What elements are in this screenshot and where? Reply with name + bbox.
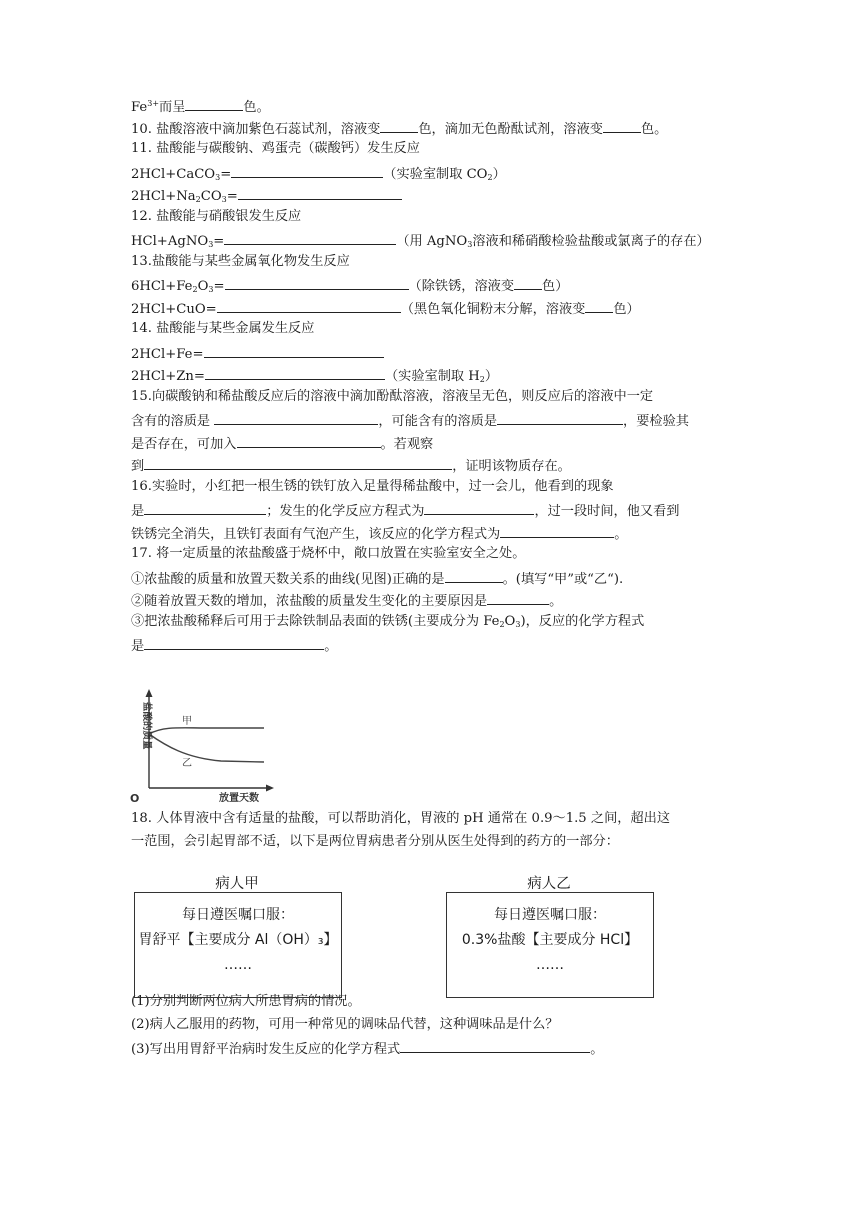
text-line — [131, 590, 562, 611]
text-line — [131, 298, 640, 319]
text-line — [131, 545, 525, 563]
text-run: ，要检验其 — [623, 414, 689, 429]
text-run: 含有的溶质是 — [131, 414, 215, 429]
text-run: ③把浓盐酸稀释后可用于去除铁制品表面的铁锈(主要成分为 Fe — [131, 614, 500, 629]
text-run: 是否存在，可加入 — [131, 437, 237, 452]
answer-blank[interactable] — [144, 500, 266, 515]
rx-jia-line2: 胃舒平【主要成分 Al（OH）₃】 — [138, 932, 338, 948]
subscript: 3 — [221, 195, 227, 204]
answer-blank[interactable] — [225, 275, 409, 290]
curve-jia-label: 甲 — [182, 716, 192, 727]
text-run: 色） — [613, 302, 640, 317]
text-line — [131, 523, 627, 544]
text-run: ②随着放置天数的增加，浓盐酸的质量发生变化的主要原因是 — [131, 594, 488, 609]
text-run: 2HCl+Na — [131, 189, 196, 204]
text-line — [131, 410, 689, 431]
subscript: 3 — [215, 173, 221, 182]
text-run: 。 — [324, 639, 338, 654]
answer-blank[interactable] — [205, 365, 385, 380]
text-run: 17. 将一定质量的浓盐酸盛于烧杯中，敞口放置在实验室安全之处。 — [131, 546, 526, 561]
text-line — [131, 140, 420, 158]
subscript: 3 — [515, 620, 521, 629]
text-line — [131, 1016, 559, 1034]
answer-blank[interactable] — [217, 298, 401, 313]
answer-blank[interactable] — [237, 433, 381, 448]
text-run: 到 — [131, 459, 145, 474]
text-run: 15.向碳酸钠和稀盐酸反应后的溶液中滴加酚酞溶液，溶液呈无色，则反应后的溶液中一定 — [131, 389, 654, 404]
text-line — [131, 275, 568, 299]
y-axis-label: 盐酸的质量 — [141, 702, 152, 750]
text-line — [131, 253, 350, 271]
answer-blank[interactable] — [424, 500, 534, 515]
text-run: 6HCl+Fe — [131, 279, 193, 294]
text-run: ，过一段时间，他又看到 — [534, 504, 680, 519]
text-run: 。若观察 — [380, 437, 434, 452]
rx-yi-line3: …… — [536, 957, 564, 973]
text-run: 2HCl+CaCO — [131, 167, 216, 182]
text-line — [131, 568, 623, 589]
text-line — [131, 388, 653, 406]
text-run: = — [220, 167, 232, 182]
answer-blank[interactable] — [400, 1038, 590, 1053]
x-axis-arrow-icon — [266, 785, 274, 792]
text-run: ①浓盐酸的质量和放置天数关系的曲线(见图)正确的是 — [131, 572, 445, 587]
text-line — [131, 208, 301, 226]
text-run: = — [213, 234, 225, 249]
text-run: CO — [200, 189, 222, 204]
subscript: 2 — [499, 620, 505, 629]
text-run: 色。 — [243, 100, 270, 115]
superscript: 3+ — [147, 99, 160, 108]
subscript: 3 — [208, 285, 214, 294]
subscript: 2 — [192, 285, 198, 294]
rx-yi-line1: 每日遵医嘱口服： — [494, 907, 606, 923]
text-run: 2HCl+Zn= — [131, 369, 205, 384]
patient-jia-label: 病人甲 — [215, 876, 259, 892]
text-run: 色。 — [640, 122, 668, 137]
text-run: （实验室制取 CO — [383, 167, 488, 182]
text-run: O — [504, 614, 516, 629]
prescription-box-jia — [134, 892, 342, 998]
answer-blank[interactable] — [585, 298, 613, 313]
answer-blank[interactable] — [144, 455, 452, 470]
subscript: 2 — [479, 375, 485, 384]
answer-blank[interactable] — [238, 185, 402, 200]
text-run: 是 — [131, 639, 145, 654]
answer-blank[interactable] — [380, 118, 418, 133]
text-run: 。 — [549, 594, 563, 609]
text-run: 是 — [131, 504, 145, 519]
text-line — [131, 230, 710, 254]
text-run: ） — [492, 167, 506, 182]
text-run: 14. 盐酸能与某些金属发生反应 — [131, 321, 315, 336]
text-run: 13.盐酸能与某些金属氧化物发生反应 — [131, 254, 350, 269]
answer-blank[interactable] — [500, 523, 614, 538]
text-run: 色） — [542, 279, 569, 294]
text-run: 2HCl+CuO= — [131, 302, 217, 317]
text-line — [131, 95, 270, 117]
origin-label: O — [130, 792, 140, 805]
text-run: （黑色氧化铜粉末分解，溶液变 — [400, 302, 586, 317]
text-run: (2)病人乙服用的药物，可用一种常见的调味品代替，这种调味品是什么？ — [131, 1017, 559, 1032]
answer-blank[interactable] — [603, 118, 641, 133]
text-line — [131, 185, 402, 209]
answer-blank[interactable] — [497, 410, 623, 425]
text-run: 11. 盐酸能与碳酸钠、鸡蛋壳（碳酸钙）发生反应 — [131, 141, 420, 156]
curve-jia — [149, 728, 264, 734]
prescription-box-yi — [446, 892, 654, 998]
text-line — [131, 635, 337, 656]
text-run: 10. 盐酸溶液中滴加紫色石蕊试剂，溶液变 — [131, 122, 381, 137]
text-run: ，可能含有的溶质是 — [378, 414, 498, 429]
text-line — [131, 455, 571, 476]
patient-yi-label: 病人乙 — [527, 876, 571, 892]
rx-jia-line3: …… — [224, 957, 252, 973]
text-run: 2HCl+Fe= — [131, 347, 204, 362]
text-run: 色，滴加无色酚酞试剂，溶液变 — [418, 122, 603, 137]
text-run: 一范围，会引起胃部不适，以下是两位胃病患者分别从医生处得到的药方的一部分： — [131, 834, 619, 849]
subscript: 3 — [208, 240, 214, 249]
text-line — [131, 320, 314, 338]
answer-blank[interactable] — [204, 343, 384, 358]
text-line — [131, 833, 619, 851]
text-line — [131, 500, 680, 521]
text-run: ，证明该物质存在。 — [452, 459, 571, 474]
answer-blank[interactable] — [224, 230, 396, 245]
subscript: 2 — [195, 195, 201, 204]
answer-blank[interactable] — [214, 410, 378, 425]
text-line — [131, 118, 667, 139]
text-run: （除铁锈，溶液变 — [408, 279, 515, 294]
answer-blank[interactable] — [445, 568, 503, 583]
rx-yi-line2: 0.3%盐酸【主要成分 HCl】 — [461, 932, 639, 948]
text-run: ；发生的化学反应方程式为 — [266, 504, 425, 519]
y-axis-arrow-icon — [146, 689, 153, 697]
answer-blank[interactable] — [487, 590, 549, 605]
text-line — [131, 433, 433, 454]
answer-blank[interactable] — [144, 635, 324, 650]
text-run: 。 — [614, 527, 628, 542]
rx-jia-line1: 每日遵医嘱口服： — [182, 907, 294, 923]
curve-yi — [149, 734, 264, 762]
text-line — [131, 478, 614, 496]
text-run: (3)写出用胃舒平治病时发生反应的化学方程式 — [131, 1042, 401, 1057]
text-run: （实验室制取 H — [384, 369, 480, 384]
x-axis-label: 放置天数 — [219, 793, 259, 804]
text-run: 18. 人体胃液中含有适量的盐酸，可以帮助消化，胃液的 pH 通常在 0.9～1.5 之间，超出这 — [131, 811, 671, 826]
text-run: (1)分别判断两位病人所患胃病的情况。 — [131, 994, 361, 1009]
text-run: 16.实验时，小红把一根生锈的铁钉放入足量得稀盐酸中，过一会儿，他看到的现象 — [131, 479, 614, 494]
text-run: 而呈 — [159, 100, 186, 115]
text-run: O — [197, 279, 209, 294]
text-line — [131, 810, 670, 828]
text-run: )，反应的化学方程式 — [520, 614, 645, 629]
text-run: ） — [484, 369, 499, 384]
curve-yi-label: 乙 — [182, 758, 192, 769]
text-line — [131, 163, 506, 187]
mass-vs-days-graph — [126, 688, 276, 806]
text-run: 溶液和稀硝酸检验盐酸或氯离子的存在） — [472, 234, 710, 249]
text-run: 。 — [590, 1042, 604, 1057]
answer-blank[interactable] — [231, 163, 383, 178]
text-run: = — [226, 189, 238, 204]
text-line — [131, 613, 644, 634]
answer-blank[interactable] — [514, 275, 542, 290]
text-run: （用 AgNO — [396, 234, 468, 249]
text-run: HCl+AgNO — [131, 234, 209, 249]
text-run: 12. 盐酸能与硝酸银发生反应 — [131, 209, 302, 224]
text-line — [131, 343, 384, 364]
text-line — [131, 1038, 603, 1059]
text-run: Fe — [131, 100, 148, 115]
subscript: 3 — [467, 240, 473, 249]
text-run: 铁锈完全消失，且铁钉表面有气泡产生，该反应的化学方程式为 — [131, 527, 501, 542]
text-run: = — [213, 279, 225, 294]
text-line — [131, 365, 498, 389]
subscript: 2 — [487, 173, 493, 182]
answer-blank[interactable] — [185, 96, 243, 111]
text-run: 。(填写“甲”或“乙“). — [502, 572, 624, 587]
